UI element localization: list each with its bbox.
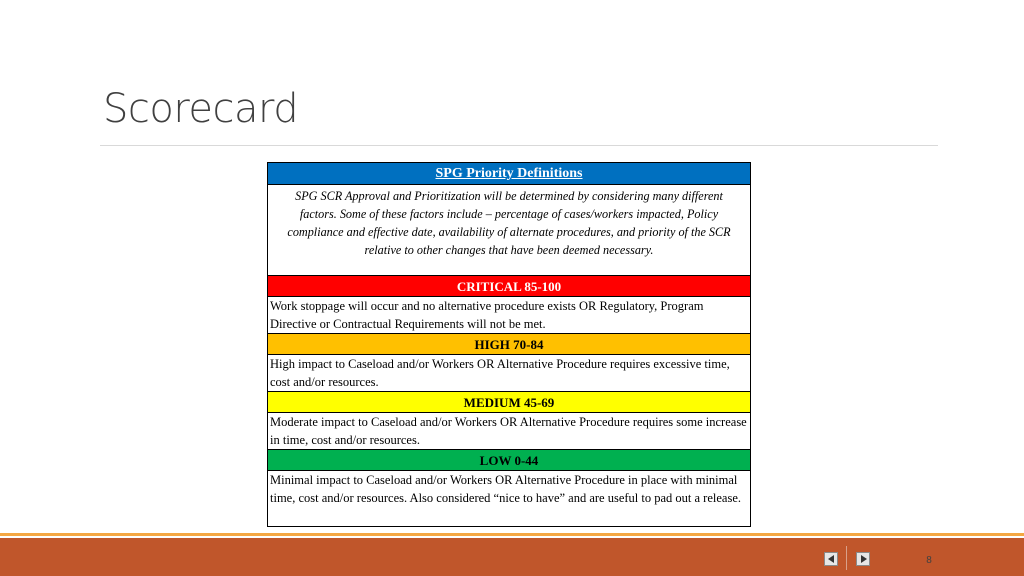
- title-divider: [100, 145, 938, 146]
- next-slide-button[interactable]: [856, 552, 870, 566]
- footer-bar: [0, 538, 1024, 576]
- medium-level-header: MEDIUM 45-69: [268, 392, 750, 413]
- high-level-description: High impact to Caseload and/or Workers OR Alternative Procedure requires excessive time, cost and/or resources.: [268, 355, 750, 392]
- low-level-header: LOW 0-44: [268, 450, 750, 471]
- medium-level-description: Moderate impact to Caseload and/or Workers OR Alternative Procedure requires some increase in time, cost and/or resources.: [268, 413, 750, 450]
- critical-level-description: Work stoppage will occur and no alternative procedure exists OR Regulatory, Program Directive or Contractual Requirements will not be met.: [268, 297, 750, 334]
- priority-definitions-table: [267, 162, 751, 527]
- previous-slide-button[interactable]: [824, 552, 838, 566]
- table-header: SPG Priority Definitions: [268, 163, 750, 185]
- nav-divider: [846, 546, 847, 570]
- footer-accent-line: [0, 533, 1024, 536]
- page-number: 8: [926, 555, 932, 566]
- low-level-description: Minimal impact to Caseload and/or Workers OR Alternative Procedure in place with minimal time, cost and/or resources. Also considered “nice to have” and are useful to pad out a release.: [270, 473, 742, 505]
- critical-level-header: CRITICAL 85-100: [268, 276, 750, 297]
- table-intro-text: SPG SCR Approval and Prioritization will be determined by considering many different factors. Some of these factors include – percentage of cases/workers impacted, Policy compliance and effective date, availability of alternate procedures, and priority of the SCR relative to other changes that have been deemed necessary.: [268, 185, 750, 276]
- slide-title: Scorecard: [103, 86, 299, 132]
- high-level-header: HIGH 70-84: [268, 334, 750, 355]
